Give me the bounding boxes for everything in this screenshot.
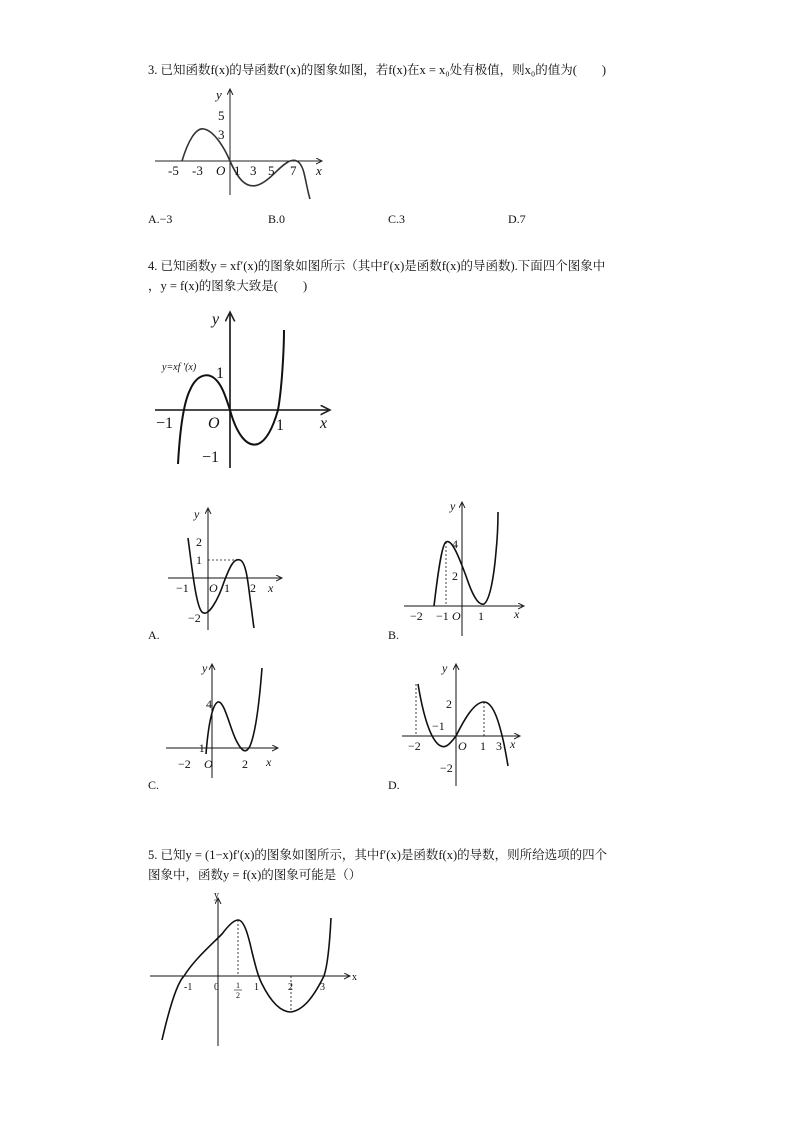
q4-a-y-label: y bbox=[194, 507, 200, 521]
q4-choice-c-label: C. bbox=[148, 778, 160, 792]
q4-c-tick-2: 2 bbox=[242, 757, 248, 771]
q3-x-tick-1: 1 bbox=[234, 163, 241, 178]
q4-b-tick-m2: −2 bbox=[410, 609, 423, 623]
q4-a-tick-m2: −2 bbox=[188, 611, 201, 625]
q3-stem: 3. 已知函数f(x)的导函数f′(x)的图象如图，若f(x)在x = x₀处有极值，则x₀的值为( ) bbox=[148, 63, 607, 77]
q4-main-curve bbox=[178, 330, 284, 464]
q4-main-y-tick-m1: −1 bbox=[202, 449, 220, 466]
q3-x-tick-m5: -5 bbox=[168, 163, 179, 178]
q4-main-graph bbox=[150, 308, 340, 473]
q4-b-y-label: y bbox=[450, 499, 456, 513]
q3-option-a: A.−3 bbox=[148, 212, 173, 226]
q3-x-label: x bbox=[316, 163, 322, 178]
q4-a-tick-m1: −1 bbox=[176, 581, 189, 595]
q4-c-origin: O bbox=[204, 757, 213, 771]
q4-a-tick-2: 2 bbox=[196, 535, 202, 549]
q3-x-tick-5: 5 bbox=[268, 163, 275, 178]
q4-c-tick-m2: −2 bbox=[178, 757, 191, 771]
q3-x-tick-7: 7 bbox=[290, 163, 297, 178]
q4-d-y-label: y bbox=[442, 661, 448, 675]
q4-choice-b-graph bbox=[402, 496, 532, 636]
q4-choice-d-label: D. bbox=[388, 778, 400, 792]
q3-graph bbox=[150, 85, 330, 205]
q4-d-x-label: x bbox=[510, 737, 516, 751]
q3-y-label: y bbox=[216, 87, 222, 102]
q4-a-origin: O bbox=[209, 581, 218, 595]
q4-c-x-label: x bbox=[266, 755, 272, 769]
q5-y-label: y bbox=[214, 890, 219, 901]
q4-d-tick-y-m2: −2 bbox=[440, 761, 453, 775]
q4-b-origin: O bbox=[452, 609, 461, 623]
q4-choice-b-label: B. bbox=[388, 628, 400, 642]
q5-origin: 0 bbox=[214, 982, 219, 993]
q4-b-tick-m1: −1 bbox=[436, 609, 449, 623]
q5-half-den: 2 bbox=[236, 991, 240, 1000]
q4-c-curve bbox=[206, 668, 262, 754]
q4-c-tick-4: 4 bbox=[206, 697, 212, 711]
q3-x-tick-3: 3 bbox=[250, 163, 257, 178]
q3-option-c: C.3 bbox=[388, 212, 406, 226]
q4-b-tick-1: 1 bbox=[478, 609, 484, 623]
q4-a-tick-x1: 1 bbox=[224, 581, 230, 595]
q4-main-y-label: y bbox=[212, 311, 220, 328]
q4-d-origin: O bbox=[458, 739, 467, 753]
q5-stem-line2: 图象中，函数y = f(x)的图象可能是（） bbox=[148, 868, 362, 882]
q4-a-tick-1: 1 bbox=[196, 553, 202, 567]
q3-x-tick-m3: -3 bbox=[192, 163, 203, 178]
q4-b-tick-4: 4 bbox=[452, 537, 458, 551]
q5-x-tick-m1: -1 bbox=[184, 982, 193, 993]
q4-main-y-tick-1: 1 bbox=[216, 365, 224, 382]
q5-stem-line1: 5. 已知y = (1−x)f′(x)的图象如图所示，其中f′(x)是函数f(x)的导数，则所给选项的四个 bbox=[148, 848, 608, 862]
q5-curve bbox=[162, 918, 331, 1040]
q4-d-tick-1: 1 bbox=[480, 739, 486, 753]
q4-main-x-tick-m1: −1 bbox=[156, 415, 174, 432]
q3-option-d: D.7 bbox=[508, 212, 526, 226]
q4-d-tick-3: 3 bbox=[496, 739, 502, 753]
q5-x-tick-3: 3 bbox=[320, 982, 325, 993]
q5-x-tick-2: 2 bbox=[288, 982, 293, 993]
q4-d-tick-x-m2: −2 bbox=[408, 739, 421, 753]
q4-d-tick-2: 2 bbox=[446, 697, 452, 711]
q4-c-tick-m1: −1 bbox=[192, 741, 205, 755]
q5-x-tick-1: 1 bbox=[254, 982, 259, 993]
q4-a-tick-x2: 2 bbox=[250, 581, 256, 595]
q4-stem-line2: ，y = f(x)的图象大致是( ) bbox=[148, 279, 308, 293]
q5-half-num: 1 bbox=[236, 981, 240, 990]
q4-b-x-label: x bbox=[514, 607, 520, 621]
q3-origin: O bbox=[216, 163, 226, 178]
q4-choice-a-graph bbox=[162, 502, 292, 632]
q3-option-b: B.0 bbox=[268, 212, 286, 226]
q4-main-origin: O bbox=[208, 415, 220, 432]
q4-main-curve-label: y=xf ′(x) bbox=[162, 362, 197, 373]
q4-b-curve bbox=[434, 512, 498, 606]
q3-y-tick-5: 5 bbox=[218, 108, 225, 123]
q4-c-y-label: y bbox=[202, 661, 208, 675]
q4-choice-c-graph bbox=[162, 658, 292, 778]
q4-main-x-tick-1: 1 bbox=[276, 417, 284, 434]
q4-d-tick-m1: −1 bbox=[432, 719, 445, 733]
q4-b-tick-2: 2 bbox=[452, 569, 458, 583]
q4-main-x-label: x bbox=[320, 415, 328, 432]
q4-choice-a-label: A. bbox=[148, 628, 160, 642]
q4-a-x-label: x bbox=[268, 581, 274, 595]
q5-graph bbox=[148, 888, 368, 1048]
q4-choice-d-graph bbox=[400, 658, 530, 788]
q5-x-label: x bbox=[352, 972, 357, 983]
q4-stem-line1: 4. 已知函数y = xf′(x)的图象如图所示（其中f′(x)是函数f(x)的导函数).下面四个图象中 bbox=[148, 259, 606, 273]
q3-y-tick-3: 3 bbox=[218, 127, 225, 142]
